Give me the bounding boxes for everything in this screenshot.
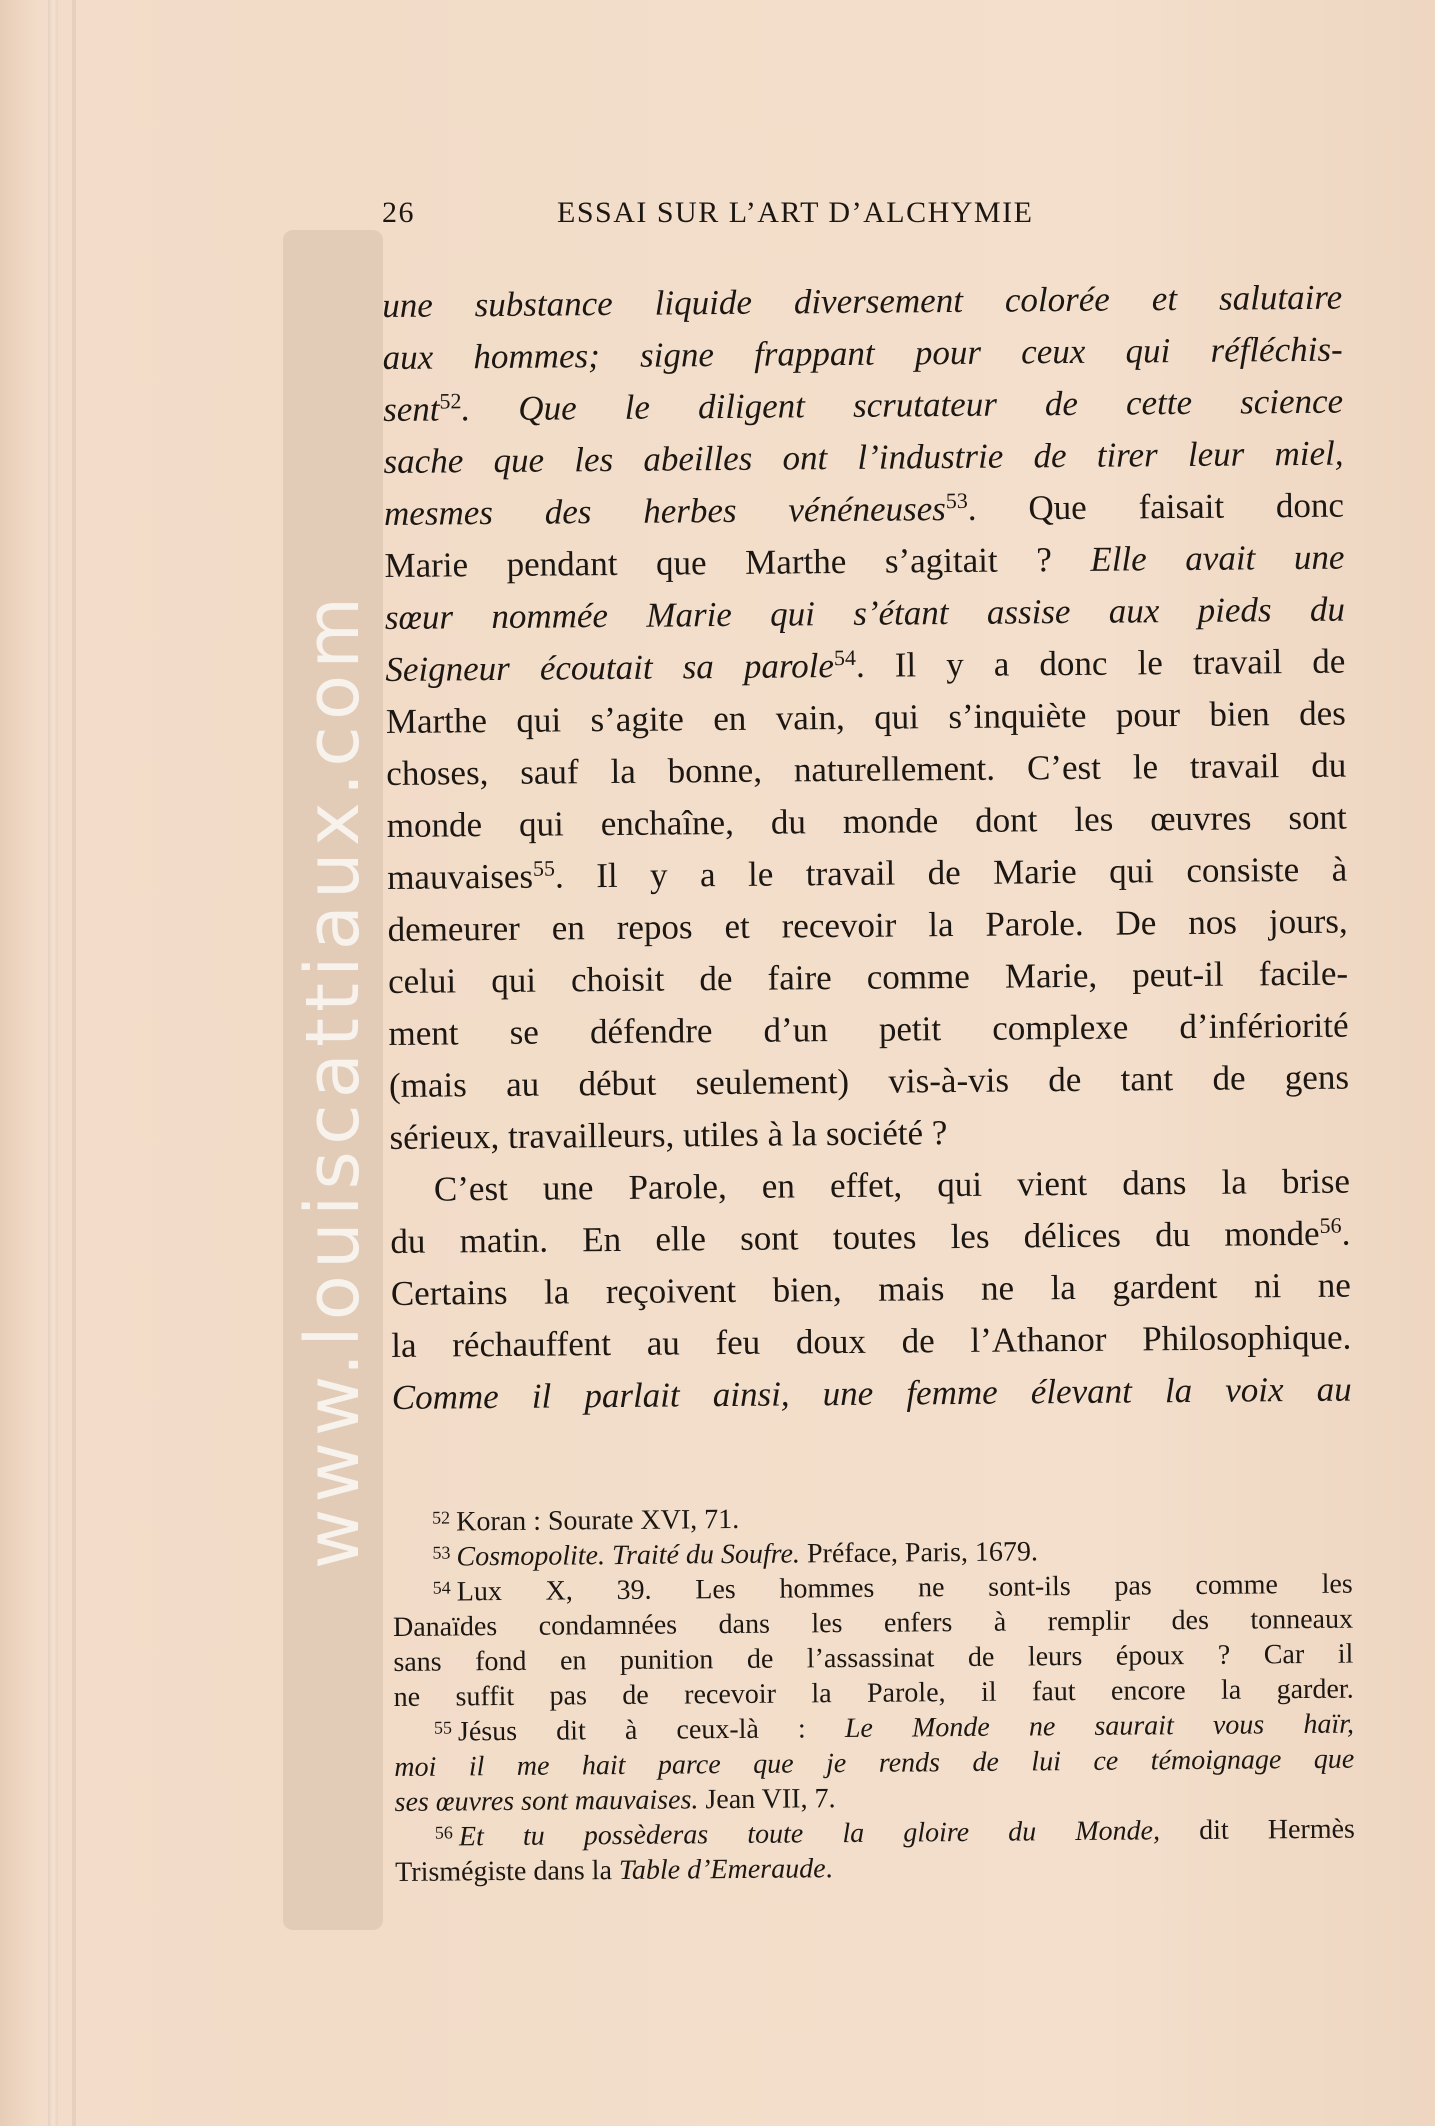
text-line: choses, sauf la bonne, naturellement. C’est le travail du xyxy=(386,745,1347,793)
text-line: celui qui choisit de faire comme Marie, peut-il facile- xyxy=(387,953,1349,1001)
footnote-text: Cosmopolite. Traité du Soufre. xyxy=(456,1538,801,1573)
footnote-ref: 55 xyxy=(532,855,556,881)
footnote-text: Lux X, 39. Les hommes ne sont-ils pas comme les xyxy=(456,1568,1353,1608)
text-line xyxy=(384,480,1344,540)
footnote-number: 53 xyxy=(432,1542,451,1563)
footnote-number: 56 xyxy=(434,1822,453,1843)
text-span: mauvaises xyxy=(387,856,534,897)
page-edge xyxy=(48,0,58,2126)
text-line xyxy=(390,1208,1350,1268)
page-number: 26 xyxy=(382,196,415,229)
text-line: Certains la reçoivent bien, mais ne la gardent ni ne xyxy=(390,1265,1351,1313)
footnote-line: ne suffit pas de recevoir la Parole, il faut encore la garder. xyxy=(393,1673,1354,1713)
text-line xyxy=(384,532,1344,592)
footnotes xyxy=(392,1497,1355,1890)
footnote-text: dit Hermès xyxy=(1159,1813,1356,1847)
main-text xyxy=(382,272,1352,1424)
text-span: . Que faisait donc xyxy=(967,485,1345,528)
footnote-text: Le Monde ne saurait vous haïr, xyxy=(844,1708,1355,1745)
footnote-text: Préface, Paris, 1679. xyxy=(799,1536,1039,1570)
footnote-number: 54 xyxy=(432,1577,451,1598)
text-span: . xyxy=(1341,1213,1351,1253)
text-line: sérieux, travailleurs, utiles à la société ? xyxy=(389,1113,948,1157)
footnote-text: Et tu possèderas toute la gloire du Monde, xyxy=(458,1815,1161,1853)
footnote-text: Koran : Sourate XVI, 71. xyxy=(456,1503,740,1538)
footnote-text: . xyxy=(825,1853,833,1885)
text-span: mesmes des herbes vénéneuses xyxy=(383,489,946,533)
footnote-text: Jésus dit à ceux-là : xyxy=(457,1713,846,1748)
watermark-text: www.louiscattiaux.com xyxy=(290,590,376,1570)
text-line: demeurer en repos et recevoir la Parole. De nos jours, xyxy=(387,901,1348,949)
text-span: Elle avait une xyxy=(1090,537,1345,579)
footnote-text: Table d’Emeraude xyxy=(618,1853,826,1887)
text-line: sœur nommée Marie qui s’étant assise aux pieds du xyxy=(384,589,1346,637)
footnote-ref: 52 xyxy=(439,388,462,414)
text-line: Comme il parlait ainsi, une femme élevant la voix au xyxy=(391,1369,1352,1417)
page-header xyxy=(382,196,1342,236)
text-span: du matin. En elle sont toutes les délices du monde xyxy=(390,1213,1320,1261)
text-line xyxy=(385,636,1345,696)
page-edge-inner xyxy=(72,0,76,2126)
footnote-text: Trismégiste dans la xyxy=(395,1855,620,1888)
text-line: sache que les abeilles ont l’industrie de tirer leur miel, xyxy=(383,433,1344,481)
text-line: aux hommes; signe frappant pour ceux qui réfléchis- xyxy=(382,329,1343,377)
text-line: Marthe qui s’agite en vain, qui s’inquiète pour bien des xyxy=(385,693,1346,741)
text-line: ment se défendre d’un petit complexe d’infériorité xyxy=(388,1005,1349,1053)
text-line xyxy=(383,376,1343,436)
text-line: monde qui enchaîne, du monde dont les œuvres sont xyxy=(386,797,1347,845)
running-title: ESSAI SUR L’ART D’ALCHYMIE xyxy=(557,196,1034,229)
footnote-line: moi il me hait parce que je rends de lui ce témoignage que xyxy=(394,1743,1355,1783)
footnote-text: Jean VII, 7. xyxy=(698,1783,836,1816)
text-span: Seigneur écoutait sa parole xyxy=(385,646,835,689)
text-span: . Que le diligent scrutateur de cette science xyxy=(461,381,1344,429)
text-line: C’est une Parole, en effet, qui vient dans la brise xyxy=(433,1161,1351,1209)
text-span: . Il y a donc le travail de xyxy=(855,641,1346,685)
footnote-ref: 53 xyxy=(945,487,968,514)
footnote-text: ses œuvres sont mauvaises. xyxy=(394,1784,699,1818)
text-line: (mais au début seulement) vis-à-vis de tant de gens xyxy=(388,1057,1350,1105)
text-span: sent xyxy=(382,389,440,429)
text-span: . Il y a le travail de Marie qui consiste à xyxy=(554,849,1348,896)
footnote-number: 55 xyxy=(433,1717,453,1738)
footnote-ref: 56 xyxy=(1319,1212,1342,1238)
footnote-number: 52 xyxy=(432,1507,451,1528)
footnote-line: sans fond en punition de l’assassinat de leurs époux ? Car il xyxy=(393,1638,1354,1678)
footnote-ref: 54 xyxy=(833,644,857,671)
text-line xyxy=(387,844,1347,904)
text-span: Marie pendant que Marthe s’agitait ? xyxy=(384,539,1091,585)
text-line: la réchauffent au feu doux de l’Athanor Philosophique. xyxy=(391,1317,1352,1365)
footnote-line: Danaïdes condamnées dans les enfers à remplir des tonneaux xyxy=(392,1603,1354,1643)
text-line: une substance liquide diversement colorée et salutaire xyxy=(382,277,1343,325)
